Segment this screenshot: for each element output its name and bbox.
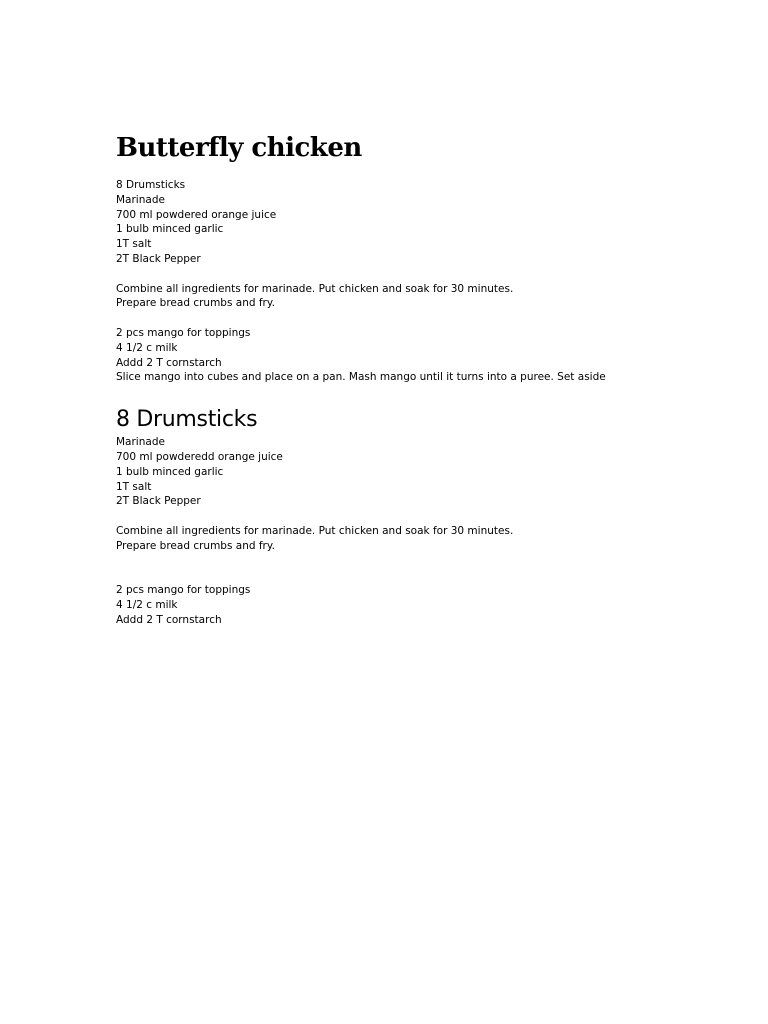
ingredient-line: 1T salt (116, 238, 152, 251)
section1-toppings (116, 326, 736, 385)
section1-ingredients (116, 178, 736, 267)
topping-line: Addd 2 T cornstarch (116, 356, 222, 369)
document-title: Butterfly chicken (116, 133, 362, 163)
topping-line: Addd 2 T cornstarch (116, 613, 222, 626)
ingredient-line: 8 Drumsticks (116, 179, 186, 191)
instruction-line: Prepare bread crumbs and fry. (116, 297, 275, 310)
ingredient-line: 2T Black Pepper (116, 495, 201, 508)
ingredient-line: 2T Black Pepper (116, 252, 201, 265)
section-heading: 8 Drumsticks (116, 407, 258, 433)
ingredient-line: 1T salt (116, 480, 152, 493)
paragraph-spacer (116, 509, 736, 524)
topping-line: 4 1/2 c milk (116, 598, 178, 611)
instruction-line: Combine all ingredients for marinade. Put chicken and soak for 30 minutes. (116, 524, 514, 537)
instruction-line: Prepare bread crumbs and fry. (116, 539, 275, 552)
section1-instructions (116, 282, 736, 312)
section2-instructions (116, 524, 736, 554)
ingredient-line: Marinade (116, 193, 165, 206)
paragraph-spacer (116, 311, 736, 326)
ingredient-line: 700 ml powdered orange juice (116, 208, 277, 221)
paragraph-spacer (116, 554, 736, 584)
ingredient-line: 1 bulb minced garlic (116, 223, 224, 236)
topping-line: 2 pcs mango for toppings (116, 584, 251, 597)
topping-line: 4 1/2 c milk (116, 341, 178, 354)
ingredient-line: 1 bulb minced garlic (116, 465, 224, 478)
instruction-line: Combine all ingredients for marinade. Put chicken and soak for 30 minutes. (116, 282, 514, 295)
section2-ingredients (116, 435, 736, 509)
topping-line: Slice mango into cubes and place on a pan. Mash mango until it turns into a puree. Set aside (116, 371, 606, 384)
section2-toppings (116, 583, 736, 627)
topping-line: 2 pcs mango for toppings (116, 326, 251, 339)
document-content (116, 130, 736, 628)
paragraph-spacer (116, 267, 736, 282)
ingredient-line: 700 ml powderedd orange juice (116, 450, 283, 463)
ingredient-line: Marinade (116, 436, 165, 449)
